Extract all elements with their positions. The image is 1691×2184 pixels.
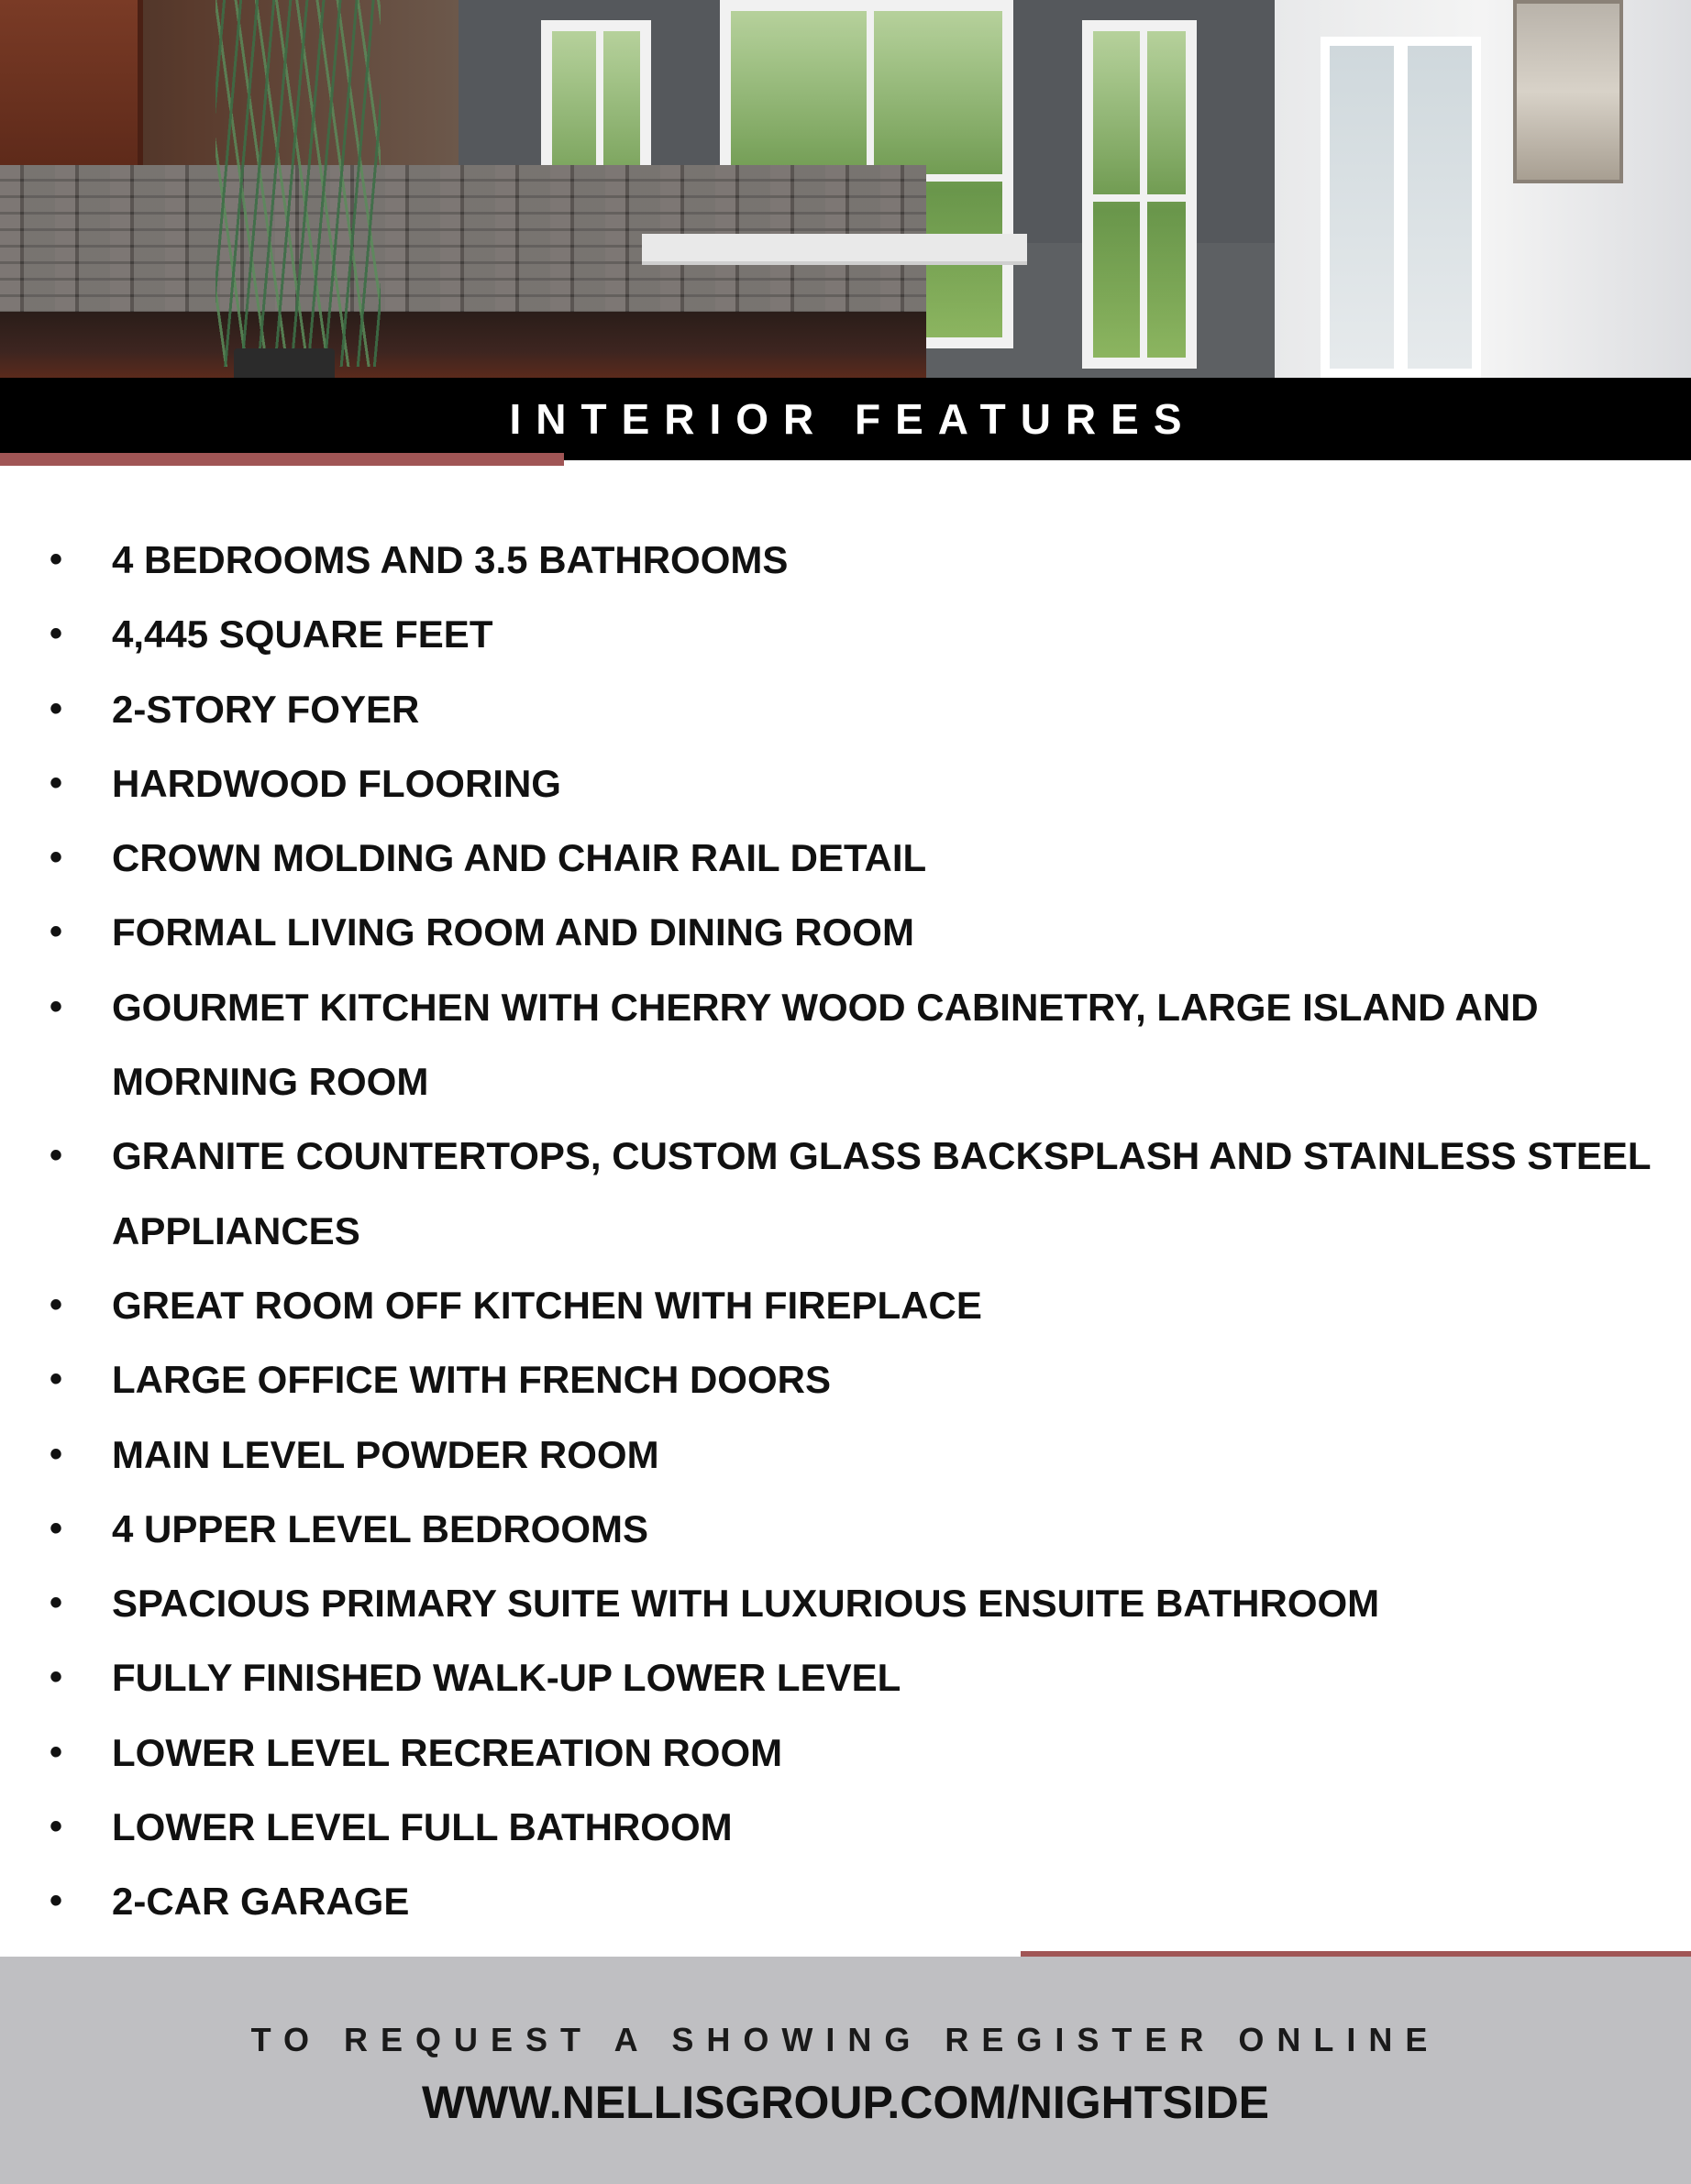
feature-item (0, 1790, 1691, 1864)
section-title: INTERIOR FEATURES (509, 395, 1197, 443)
bullet-icon: • (49, 1806, 62, 1848)
feature-text: 2-STORY FOYER (112, 687, 420, 731)
hero-window-right (1082, 20, 1197, 369)
feature-text: CROWN MOLDING AND CHAIR RAIL DETAIL (112, 836, 927, 880)
hero-french-door-left (1321, 37, 1403, 378)
bullet-icon: • (49, 1284, 62, 1325)
feature-text: 4 BEDROOMS AND 3.5 BATHROOMS (112, 538, 789, 581)
hero-cabinet (0, 0, 143, 165)
hero-french-door-right (1398, 37, 1481, 378)
feature-text: 2-CAR GARAGE (112, 1880, 410, 1924)
feature-item (0, 1864, 1691, 1938)
footer-cta-text: TO REQUEST A SHOWING REGISTER ONLINE (250, 2021, 1441, 2058)
bullet-icon: • (49, 911, 62, 953)
hero-island (642, 234, 1027, 265)
accent-stripe-top (0, 453, 564, 466)
feature-item (0, 1715, 1691, 1790)
bullet-icon: • (49, 613, 62, 655)
feature-item (0, 1119, 1691, 1268)
feature-text: FULLY FINISHED WALK-UP LOWER LEVEL (112, 1656, 901, 1700)
feature-text: SPACIOUS PRIMARY SUITE WITH LUXURIOUS ENSUITE BATHROOM (112, 1582, 1380, 1626)
bullet-icon: • (49, 1657, 62, 1698)
feature-item (0, 1342, 1691, 1417)
section-title-bar (0, 378, 1691, 460)
feature-text: GOURMET KITCHEN WITH CHERRY WOOD CABINETRY, LARGE ISLAND AND MORNING ROOM (112, 985, 1539, 1104)
footer-website-link[interactable]: WWW.NELLISGROUP.COM/NIGHTSIDE (421, 2077, 1270, 2128)
bullet-icon: • (49, 1881, 62, 1922)
feature-item (0, 1492, 1691, 1566)
feature-text: GRANITE COUNTERTOPS, CUSTOM GLASS BACKSPLASH AND STAINLESS STEEL APPLIANCES (112, 1134, 1651, 1252)
feature-item (0, 597, 1691, 671)
bullet-icon: • (49, 1583, 62, 1624)
feature-text: LOWER LEVEL RECREATION ROOM (112, 1730, 783, 1774)
feature-text: 4 UPPER LEVEL BEDROOMS (112, 1506, 649, 1550)
hero-photo-kitchen (0, 0, 1691, 378)
bullet-icon: • (49, 1359, 62, 1400)
feature-text: HARDWOOD FLOORING (112, 761, 561, 805)
feature-item (0, 746, 1691, 821)
feature-item (0, 1268, 1691, 1342)
feature-item (0, 821, 1691, 895)
feature-text: LOWER LEVEL FULL BATHROOM (112, 1805, 733, 1849)
feature-text: FORMAL LIVING ROOM AND DINING ROOM (112, 910, 914, 954)
bullet-icon: • (49, 1433, 62, 1474)
feature-item (0, 895, 1691, 969)
feature-item (0, 1640, 1691, 1715)
bullet-icon: • (49, 837, 62, 878)
hero-plant-pot (234, 348, 335, 378)
feature-item (0, 1417, 1691, 1492)
feature-list (0, 523, 1691, 1939)
feature-text: LARGE OFFICE WITH FRENCH DOORS (112, 1358, 831, 1402)
bullet-icon: • (49, 986, 62, 1027)
feature-text: GREAT ROOM OFF KITCHEN WITH FIREPLACE (112, 1283, 982, 1327)
feature-item (0, 1566, 1691, 1640)
feature-item (0, 970, 1691, 1120)
feature-item (0, 523, 1691, 597)
feature-text: MAIN LEVEL POWDER ROOM (112, 1432, 659, 1476)
bullet-icon: • (49, 1731, 62, 1772)
bullet-icon: • (49, 762, 62, 803)
hero-countertop (0, 312, 926, 378)
feature-text: 4,445 SQUARE FEET (112, 612, 493, 656)
footer (0, 1957, 1691, 2184)
hero-plant (216, 0, 381, 367)
feature-item (0, 672, 1691, 746)
bullet-icon: • (49, 688, 62, 729)
bullet-icon: • (49, 1135, 62, 1176)
bullet-icon: • (49, 1507, 62, 1549)
bullet-icon: • (49, 539, 62, 579)
hero-wall-art (1513, 0, 1623, 183)
